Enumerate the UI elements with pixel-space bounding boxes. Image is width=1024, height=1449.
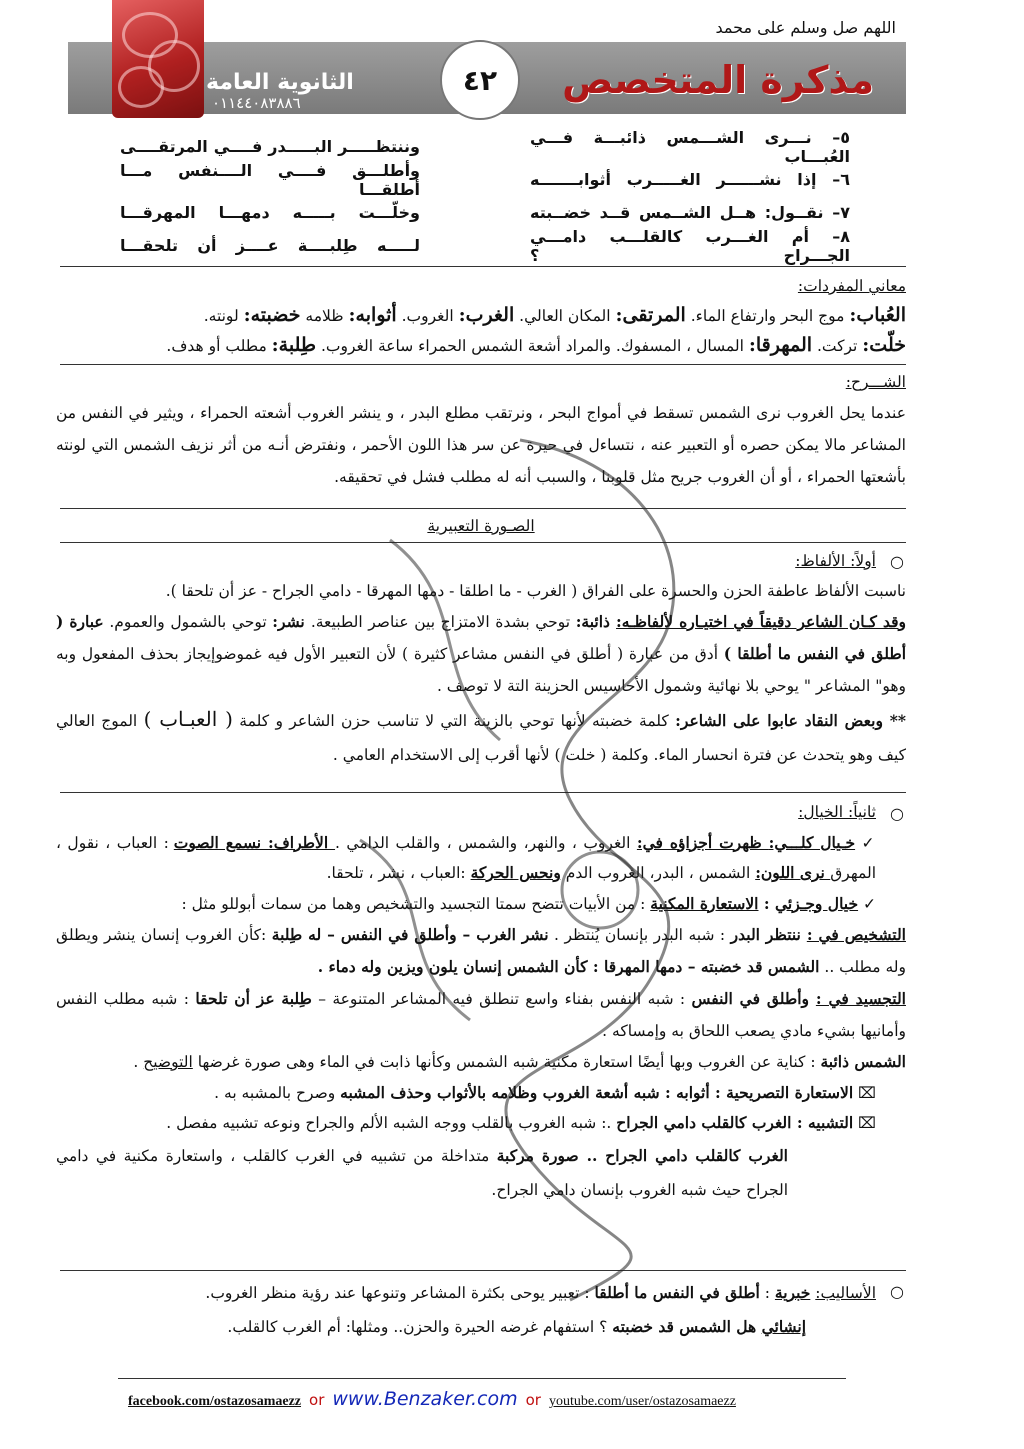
phone-number: ٠١١٤٤٠٨٣٨٨٦ (212, 94, 301, 112)
footer (128, 1388, 848, 1410)
term: ذائبة: (575, 612, 617, 631)
checkbox-icon: ⌧ (858, 1114, 876, 1132)
verse-second-half: وأطلـــق فــــي الــــنفس مـــا أطلقـــا (120, 160, 420, 199)
term: أطلق في النفس ما أطلقا (594, 1283, 760, 1302)
compound-image (56, 1139, 906, 1207)
text: : شبه مطلب النفس وأمانيها بشيء مادي يصعب اللحاق به وإمساكه . (56, 990, 906, 1040)
label: التشخيص في : (806, 925, 906, 944)
vocab-def: لونته. (203, 307, 244, 325)
circle-bullet-icon: ○ (890, 1282, 904, 1301)
divider (60, 1270, 906, 1271)
label: ظهرت أجزاؤه في: (636, 832, 769, 852)
explanation-section (56, 368, 906, 493)
text: .: شبه الغروب بالقلب ووجه الشبه الألم والجراح ونوعه تشبيه مفصل . (166, 1114, 617, 1132)
term: طِلبة عز أن تلحقا (195, 989, 312, 1008)
separator: : (758, 893, 776, 913)
text: :كأن الغروب إنسان ينشر ويطلق وله مطلب .. (56, 926, 906, 976)
term: الغرب كالقلب دامي الجراح .. صورة مركبة (496, 1145, 788, 1165)
check-icon: ✓ (863, 894, 876, 913)
declarative-style (56, 1276, 906, 1310)
vocab-term: العُباب: (849, 304, 906, 326)
constructive-style (56, 1310, 906, 1344)
term: الشمس قد خضبته – دمها المهرقا : كأن الشمس إنسان يلون ويزين وله دماء . (317, 957, 820, 976)
explanation-heading: الشـــرح: (845, 373, 906, 391)
def: توحي بشدة الامتزاج بين عناصر الطبيعة. (310, 613, 576, 631)
verse-first-half: ٧– نقــول: هــل الشــمس قــد خضــبته (530, 203, 850, 222)
explicit-metaphor (56, 1078, 906, 1109)
imagination-heading: ثانياً: الخيال: (798, 803, 876, 821)
label: خيال وجـزئي (775, 893, 859, 913)
term: وأطلق في النفس (691, 989, 816, 1008)
vocab-def: الغروب. (396, 307, 459, 325)
vocab-line (56, 301, 906, 331)
vocab-term: المرتقى: (615, 304, 686, 326)
term: نشر: (272, 612, 311, 631)
text: ؟ استفهام غرضه الحيرة والحزن.. ومثلها: أم الغرب كالقلب. (227, 1318, 613, 1336)
embodiment (56, 983, 906, 1047)
text: :العباب ، نشر ، تلحقا. (326, 864, 471, 882)
critics-lead: ** وبعض النقاد عابوا على الشاعر: (675, 711, 906, 730)
label: الأطراف: (268, 832, 336, 852)
total-imagery (56, 828, 906, 889)
vocab-term: المهرقا: (748, 334, 813, 356)
vocab-term: أثوابه: (348, 304, 397, 326)
separator: : (759, 1284, 775, 1302)
label: خبرية (774, 1283, 811, 1302)
vocab-def: مطلب أو هدف. (166, 337, 272, 355)
label: خـيال كلـــي: (768, 832, 856, 852)
verse-row (120, 160, 850, 199)
logo-emblem (112, 0, 204, 118)
youtube-link[interactable]: youtube.com/user/ostazosamaezz (548, 1394, 736, 1409)
text: متداخلة من تشبيه في الغرب كالقلب ، واستعارة مكنية في دامي الجراح حيث شبه الغروب بإنسان دامي الجراح. (56, 1146, 788, 1199)
vocab-def: ظلامه (300, 307, 349, 325)
checkbox-icon: ⌧ (858, 1083, 876, 1102)
vocab-term: الغرب: (458, 304, 515, 326)
words-p1: ناسبت الألفاظ عاطفة الحزن والحسرة على الفراق ( الغرب - ما اطلقا - دمها المهرقا - دامي الجراح - عز أن تلحقا ). (165, 582, 906, 600)
vocab-def: موج البحر وارتفاع الماء. (685, 307, 850, 325)
styles-heading: الأساليب: (815, 1284, 876, 1302)
verse-first-half: ٨– أم الغـــرب كالقلـــب دامـــي الجـــراح ؟ (530, 226, 850, 265)
text: : العباب ، نقول ، المهرق (56, 833, 876, 882)
vocab-term: خلّت: (862, 334, 906, 356)
def: أدق من عبارة ( أطلق في النفس مشاعر كثيرة ) لأن التعبير الأول فيه غموضوإيجاز بحذف المفعول وبه وهو" المشاعر " يوحي بلا نهائية وشمول الأحاسيس الحزينة التة لا توصف . (56, 645, 906, 695)
vocab-section (56, 272, 906, 361)
website-link[interactable]: www.Benzaker.com (332, 1388, 518, 1410)
partial-imagery (56, 889, 906, 920)
or-separator: or (525, 1391, 541, 1409)
styles-section (56, 1276, 906, 1344)
verse-row (120, 226, 850, 265)
divider (60, 542, 906, 543)
text: : شبه البدر بإنسان يُنتظر . (548, 926, 731, 944)
melting-sun: الشمس ذائبة : كناية عن الغروب وبها أيضًا استعارة مكنية شبه الشمس وكأنها ذابت في الماء وهى صورة غرضها التوضيح . (133, 1052, 906, 1071)
circle-bullet-icon: ○ (890, 552, 904, 571)
words-heading: أولاً: الألفاظ: (795, 552, 876, 570)
divider (60, 508, 906, 509)
label: ونحس الحركة (470, 863, 561, 882)
label: الاستعارة المكنية (650, 893, 759, 913)
imagination-section (56, 798, 906, 1207)
term: التشبيه : الغرب كالقلب دامي الجراح (616, 1113, 854, 1132)
prayer-line: اللهم صل وسلم على محمد (715, 18, 896, 37)
term: هل الشمس قد خضبته (612, 1317, 762, 1336)
words-lead: وقد كـان الشاعر دقيقاً في اختيـاره لألفاظـه: (616, 612, 907, 631)
imagery-title-wrap (56, 512, 906, 541)
term: عبارة ( أطلق في النفس ما أطلقا ) (56, 612, 906, 663)
imagery-title: الصـورة التعبيرية (427, 517, 535, 535)
text: : كناية عن الغروب وبها أيضًا استعارة مكنية شبه الشمس وكأنها ذابت في الماء وهى صورة غرضها (192, 1053, 821, 1071)
vocab-term: خضبته: (243, 304, 301, 326)
vocab-def: المكان العالي. (514, 307, 616, 325)
def: توحي بالشمول والعموم. (109, 613, 273, 631)
text: : شبه النفس بفناء واسع تنطلق فيه المشاعر المتنوعة – (311, 990, 692, 1008)
words-p3 (56, 702, 906, 772)
facebook-link[interactable]: facebook.com/ostazosamaezz (128, 1394, 302, 1409)
def: كلمة خضبته لأنها توحي بالزينة التي لا تناسب حزن الشاعر و كلمة (232, 712, 676, 730)
verse-second-half: وخلّـــت بـــــه دمهـــا المهرقـــا (120, 203, 420, 222)
simile (56, 1108, 906, 1139)
term: الاستعارة التصريحية : أثوابه : شبه أشعة الغروب وظلامه بالأثواب وحذف المشبه (340, 1082, 854, 1102)
word-ubab: ( العبـاب ) (143, 707, 233, 731)
label: نرى اللون: (755, 863, 831, 882)
page-number-badge: ٤٢ (440, 40, 520, 120)
explanation-text: عندما يحل الغروب نرى الشمس تسقط في أمواج البحر ، ونرتقب مطلع البدر ، و ينشر الغروب أشعته الحمراء ، ويثير في النفس من المشاعر مالا يمكن حصره أو التعبير عنه ، نتساءل في حيرة عن سر هذا اللون الأحمر ، ونفترض أنـه من أثر نزيف الشمس التي لونته بأشعتها الحمراء ، أو أن الغروب جريح مثل قلوبنا ، والسبب أنه له مطلب فشل في تحقيقه. (56, 404, 906, 486)
verse-row (120, 196, 850, 229)
term: ننتظر البدر (730, 925, 807, 944)
poem-verses (120, 127, 850, 265)
footer-divider (118, 1378, 846, 1379)
label: إنشائي (761, 1317, 806, 1336)
verse-row (120, 127, 850, 166)
vocab-line (56, 331, 906, 361)
divider (60, 364, 906, 365)
label: التجسيد في : (815, 989, 906, 1008)
verse-second-half: لـــــه طِلبــــة عــــز أن تلحقـــا (120, 236, 420, 255)
or-separator: or (309, 1391, 325, 1409)
page-title: مذكرة المتخصص (562, 58, 874, 102)
verse-first-half: ٥– نـــرى الشـــمس ذائبـــة فـــي العُبـــاب (530, 127, 850, 166)
vocab-def: تركت. (812, 337, 863, 355)
text: التوضيح (143, 1053, 193, 1071)
text: : من الأبيات تتضح سمتا التجسيد والتشخيص وهما من سمات أبوللو مثل : (181, 894, 651, 913)
personification (56, 919, 906, 983)
words-p2 (56, 606, 906, 702)
vocab-def: المسال ، المسفوك. والمراد أشعة الشمس الحمراء ساعة الغروب. (316, 337, 749, 355)
vocab-heading: معاني المفردات: (797, 277, 906, 295)
text: : تعبير يوحى بكثرة المشاعر وتنوعها عند رؤية منظر الغروب. (205, 1284, 595, 1302)
verse-first-half: ٦– إذا نشــــــر الغـــــرب أثوابـــــــه (530, 170, 850, 189)
label: نسمع الصوت (173, 832, 269, 852)
vocab-term: طِلبة: (271, 334, 317, 356)
text: الشمس ، البدر، الغروب الدم (560, 864, 756, 882)
divider (60, 266, 906, 267)
term: الشمس ذائبة (820, 1052, 906, 1071)
words-section (56, 546, 906, 772)
def: الموج العالي كيف وهو يتحدث عن فترة انحسار الماء. وكلمة ( خلت ) لأنها أقرب إلى الاستخدام العامي . (56, 712, 906, 764)
check-icon: ✓ (861, 833, 877, 852)
text: وصرح بالمشبه به . (214, 1083, 341, 1102)
school-label: الثانوية العامة (206, 70, 354, 95)
divider (60, 792, 906, 793)
text: الغروب ، والنهر، والشمس ، والقلب الدامي . (335, 833, 637, 852)
term: نشر الغرب – وأطلق في النفس – له طِلبة (271, 925, 549, 944)
verse-second-half: وننتظـــــر البـــــدر فــــي المرتقــــى (120, 137, 420, 156)
circle-bullet-icon: ○ (890, 804, 904, 823)
